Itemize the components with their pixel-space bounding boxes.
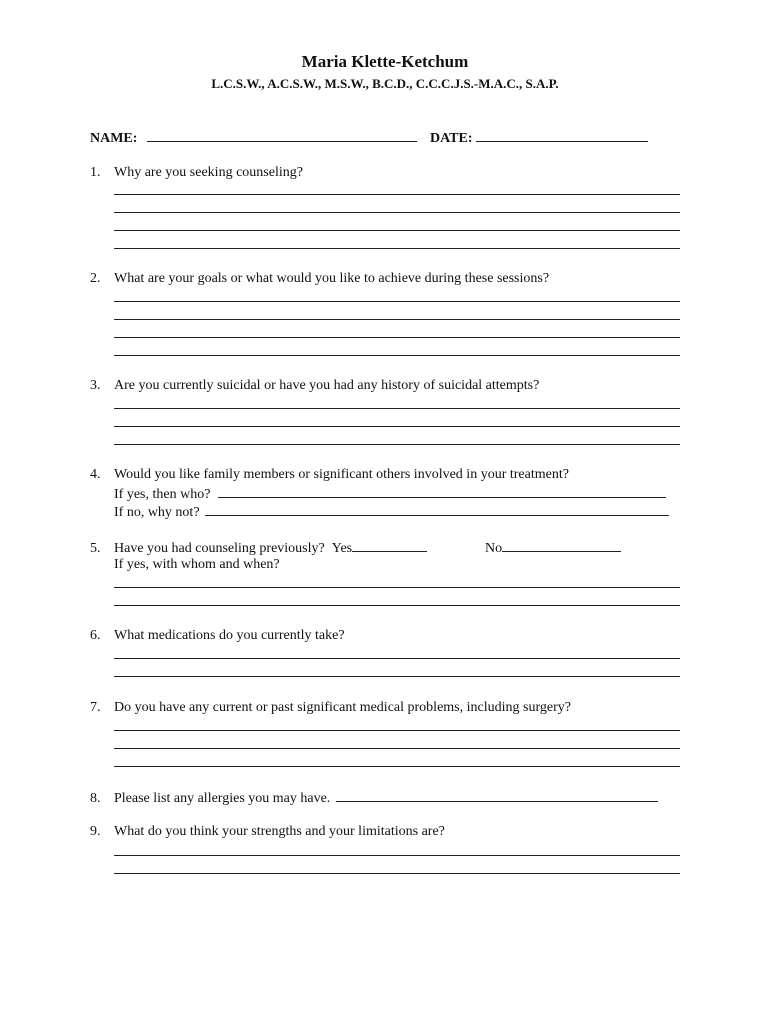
question-4-why-row <box>114 502 669 521</box>
question-5 <box>90 538 427 557</box>
answer-line[interactable] <box>114 748 680 749</box>
answer-line[interactable] <box>114 248 680 249</box>
question-number: 9. <box>90 824 101 839</box>
question-text: Please list any allergies you may have. <box>114 791 331 806</box>
question-text: Do you have any current or past significant medical problems, including surgery? <box>114 700 571 715</box>
answer-line[interactable] <box>114 730 680 731</box>
question-6 <box>90 627 345 644</box>
answer-line[interactable] <box>114 766 680 767</box>
question-text: What do you think your strengths and your limitations are? <box>114 824 445 839</box>
question-number: 4. <box>90 467 101 482</box>
answer-line[interactable] <box>114 855 680 856</box>
question-text: Have you had counseling previously? <box>114 541 325 556</box>
question-2 <box>90 270 549 287</box>
question-number: 3. <box>90 378 101 393</box>
date-field[interactable] <box>476 128 648 142</box>
answer-line[interactable] <box>114 355 680 356</box>
date-label: DATE: <box>430 131 473 146</box>
question-number: 1. <box>90 165 101 180</box>
question-number: 7. <box>90 700 101 715</box>
question-5-sub <box>114 556 280 573</box>
answer-line[interactable] <box>114 337 680 338</box>
question-7 <box>90 699 571 716</box>
answer-line[interactable] <box>114 230 680 231</box>
question-text: Would you like family members or significant others involved in your treatment? <box>114 467 569 482</box>
question-8 <box>90 788 658 807</box>
answer-line[interactable] <box>114 676 680 677</box>
allergies-field[interactable] <box>336 788 658 802</box>
family-why-field[interactable] <box>205 502 669 516</box>
name-label: NAME: <box>90 131 138 146</box>
answer-line[interactable] <box>114 194 680 195</box>
answer-line[interactable] <box>114 605 680 606</box>
answer-line[interactable] <box>114 212 680 213</box>
question-5-no <box>485 538 621 557</box>
answer-line[interactable] <box>114 426 680 427</box>
answer-line[interactable] <box>114 873 680 874</box>
date-row <box>430 128 648 147</box>
therapist-name: Maria Klette-Ketchum <box>301 52 469 71</box>
therapist-credentials: L.C.S.W., A.C.S.W., M.S.W., B.C.D., C.C.C.J.S.-M.A.C., S.A.P. <box>211 76 559 91</box>
answer-line[interactable] <box>114 301 680 302</box>
no-field[interactable] <box>502 538 621 552</box>
answer-line[interactable] <box>114 444 680 445</box>
family-who-field[interactable] <box>218 484 666 498</box>
question-3 <box>90 377 539 394</box>
sub-question-text: If yes, with whom and when? <box>114 557 280 572</box>
question-text: What medications do you currently take? <box>114 628 345 643</box>
question-1 <box>90 164 303 181</box>
question-text: Are you currently suicidal or have you had any history of suicidal attempts? <box>114 378 540 393</box>
yes-field[interactable] <box>352 538 427 552</box>
no-label: No <box>485 541 503 556</box>
question-number: 8. <box>90 791 101 806</box>
question-4 <box>90 466 569 483</box>
question-number: 2. <box>90 271 101 286</box>
answer-line[interactable] <box>114 658 680 659</box>
name-field[interactable] <box>147 128 417 142</box>
question-text: What are your goals or what would you like to achieve during these sessions? <box>114 271 550 286</box>
sub-question-text: If yes, then who? <box>114 487 211 502</box>
yes-label: Yes <box>331 541 353 556</box>
question-number: 6. <box>90 628 101 643</box>
answer-line[interactable] <box>114 408 680 409</box>
question-number: 5. <box>90 541 101 556</box>
question-text: Why are you seeking counseling? <box>114 165 303 180</box>
question-4-who-row <box>114 484 666 503</box>
question-9 <box>90 823 445 840</box>
sub-question-text: If no, why not? <box>114 505 200 520</box>
name-row <box>90 128 417 147</box>
answer-line[interactable] <box>114 319 680 320</box>
answer-line[interactable] <box>114 587 680 588</box>
